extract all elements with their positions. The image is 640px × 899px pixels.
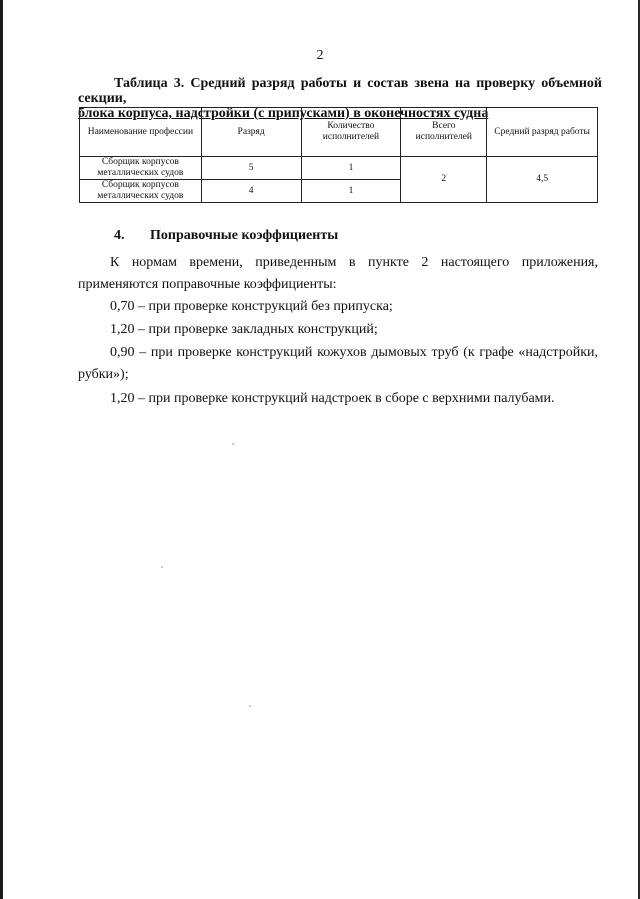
cell-total-workers: 2 bbox=[401, 157, 487, 203]
page-number: 2 bbox=[316, 48, 324, 63]
scan-speck bbox=[249, 705, 251, 707]
table-row bbox=[80, 157, 598, 180]
cell-count: 1 bbox=[301, 157, 401, 180]
cell-average-grade: 4,5 bbox=[487, 157, 598, 203]
paragraph-coefficient-1: 0,70 – при проверке конструкций без припуска; bbox=[110, 299, 393, 314]
section-title: Поправочные коэффициенты bbox=[150, 228, 339, 243]
workforce-table bbox=[79, 107, 598, 203]
cell-grade: 5 bbox=[201, 157, 301, 180]
header-profession: Наименование профессии bbox=[80, 108, 202, 157]
section-number: 4. bbox=[114, 228, 125, 243]
paragraph-coefficient-3: 0,90 – при проверке конструкций кожухов дымовых труб (к графе «надстройки, рубки»); bbox=[78, 345, 598, 382]
paragraph-coefficient-2: 1,20 – при проверке закладных конструкций; bbox=[110, 322, 378, 337]
table-caption-line2: блока корпуса, надстройки (с припусками) в оконечностях судна bbox=[78, 106, 489, 121]
header-count: Количество исполнителей bbox=[301, 108, 401, 157]
scan-speck bbox=[232, 443, 234, 445]
header-average-grade: Средний разряд работы bbox=[487, 108, 598, 157]
header-grade: Разряд bbox=[201, 108, 301, 157]
header-total: Всего исполнителей bbox=[401, 108, 487, 157]
cell-count: 1 bbox=[301, 180, 401, 203]
table-caption-line1: Таблица 3. Средний разряд работы и состав звена на проверку объемной секции, bbox=[78, 76, 602, 106]
cell-profession: Сборщик корпусов металлических судов bbox=[80, 157, 202, 180]
cell-profession: Сборщик корпусов металлических судов bbox=[80, 180, 202, 203]
scan-edge-left bbox=[0, 0, 3, 899]
paragraph-intro: К нормам времени, приведенным в пункте 2 настоящего приложения, применяются поправочные коэффициенты: bbox=[78, 255, 598, 292]
cell-grade: 4 bbox=[201, 180, 301, 203]
section-heading bbox=[114, 228, 338, 244]
scan-speck bbox=[161, 566, 163, 568]
paragraph-coefficient-4: 1,20 – при проверке конструкций надстроек в сборе с верхними палубами. bbox=[110, 391, 555, 406]
table-header-row bbox=[80, 108, 598, 157]
